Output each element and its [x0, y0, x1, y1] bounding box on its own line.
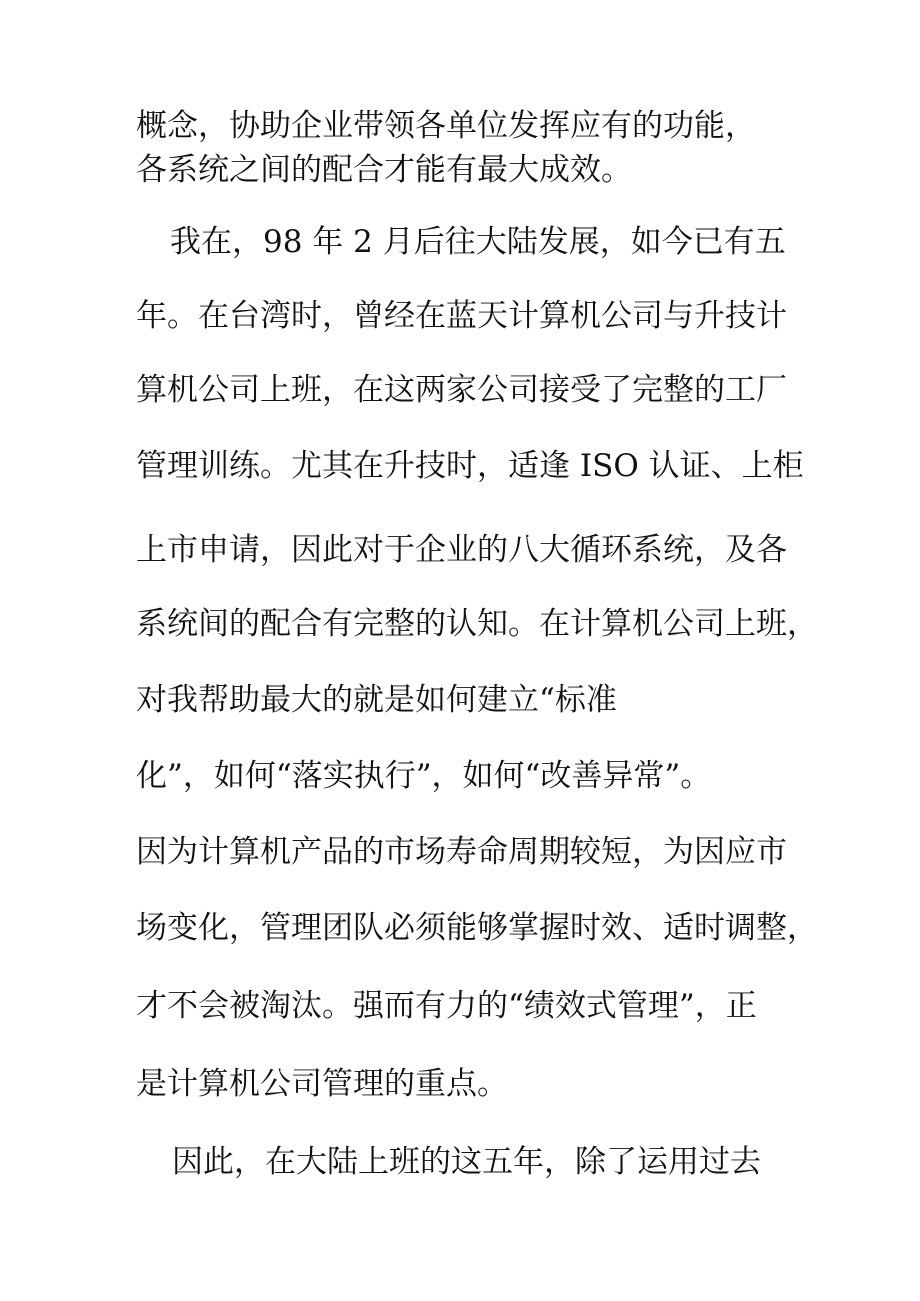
text-line-8: 系统间的配合有完整的认知。在计算机公司上班， — [136, 606, 818, 642]
text-line-1: 概念，协助企业带领各单位发挥应有的功能， — [136, 108, 756, 144]
text-line-10: 化”，如何“落实执行”，如何“改善异常”。 — [136, 758, 712, 794]
text-line-14: 是计算机公司管理的重点。 — [136, 1066, 508, 1102]
text-line-3: 我在，98 年 2 月后往大陆发展，如今已有五 — [170, 224, 786, 260]
text-line-7: 上市申请，因此对于企业的八大循环系统，及各 — [136, 532, 787, 568]
text-line-9: 对我帮助最大的就是如何建立“标准 — [136, 682, 617, 718]
text-line-5: 算机公司上班，在这两家公司接受了完整的工厂 — [136, 372, 787, 408]
text-line-6: 管理训练。尤其在升技时，适逢 ISO 认证、上柜 — [136, 448, 804, 484]
text-line-12: 场变化，管理团队必须能够掌握时效、适时调整， — [136, 910, 818, 946]
text-line-2: 各系统之间的配合才能有最大成效。 — [136, 152, 632, 188]
text-line-13: 才不会被淘汰。强而有力的“绩效式管理”，正 — [136, 988, 757, 1024]
text-line-11: 因为计算机产品的市场寿命周期较短，为因应市 — [136, 834, 787, 870]
text-line-15: 因此，在大陆上班的这五年，除了运用过去 — [172, 1144, 761, 1180]
text-line-4: 年。在台湾时，曾经在蓝天计算机公司与升技计 — [136, 298, 787, 334]
